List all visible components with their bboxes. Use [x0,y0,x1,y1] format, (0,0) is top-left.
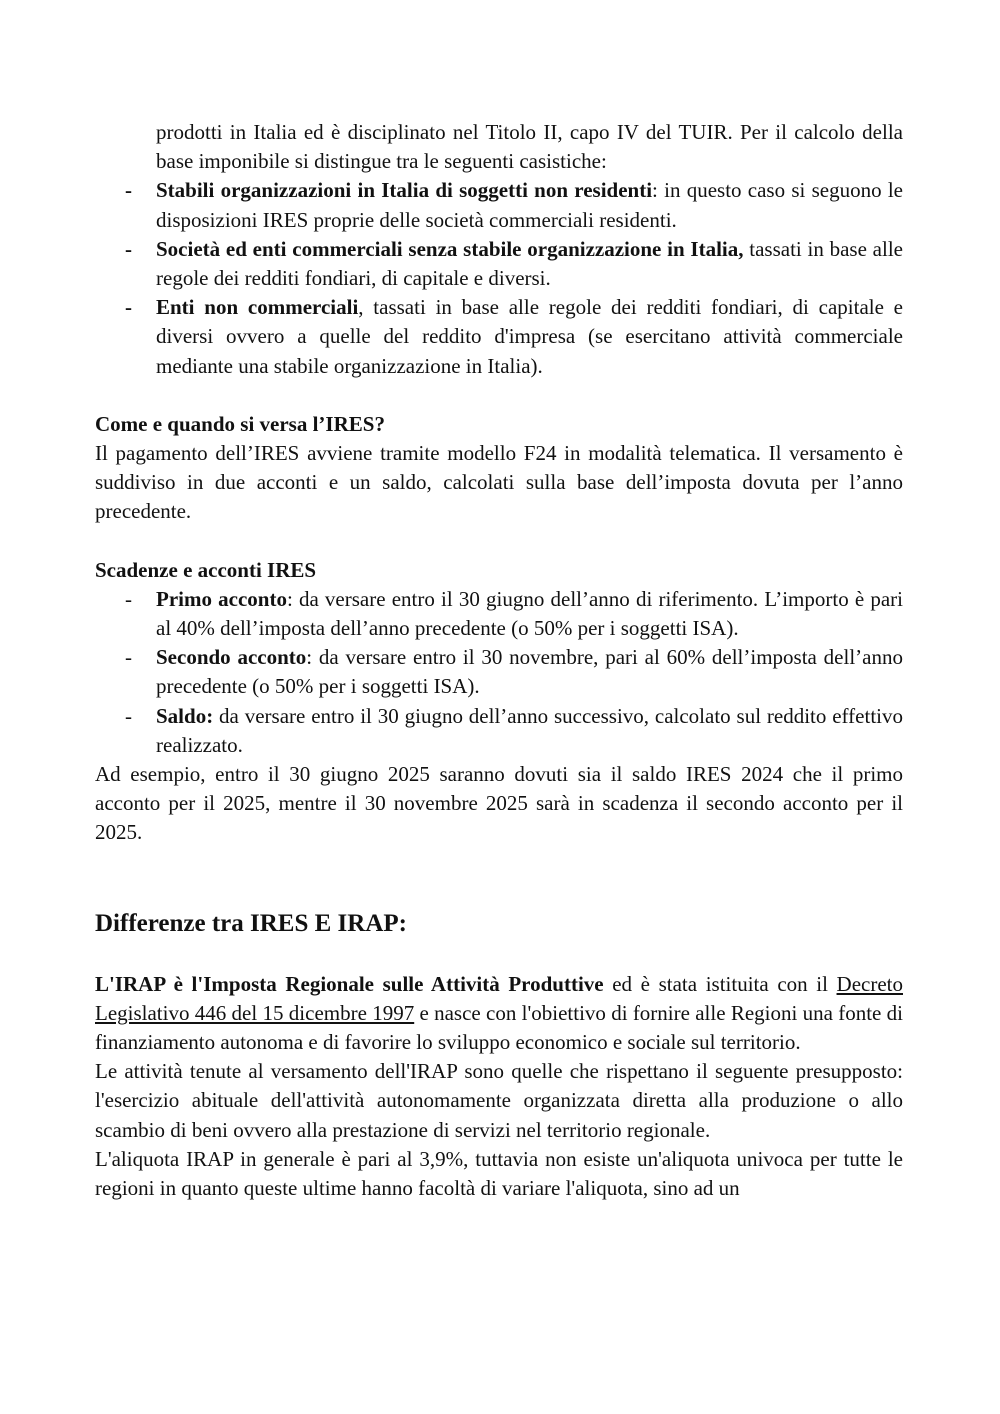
dash-bullet: - [125,645,132,670]
payment-paragraph: Il pagamento dell’IRES avviene tramite modello F24 in modalità telematica. Il versamento è suddiviso in due acconti e un saldo, calcolati sulla base dell’imposta dovuta per l’anno precedente. [95,441,903,524]
list-item [95,293,903,381]
case-text: , tassati in base alle regole dei redditi fondiari, di capitale e diversi ovvero a quelle del reddito d'impresa (se esercitano attività commerciale mediante una stabile organizzazione in Italia). [156,295,904,378]
cases-list [95,176,903,380]
irap-text: ed è stata istituita con il [603,971,837,996]
intro-paragraph: prodotti in Italia ed è disciplinato nel Titolo II, capo IV del TUIR. Per il calcolo della base imponibile si distingue tra le seguenti casistiche: [156,120,903,174]
dash-bullet: - [125,586,132,611]
deadlines-heading: Scadenze e acconti IRES [95,557,317,582]
deadlines-list [95,585,903,760]
decree-link[interactable]: Decreto Legislativo 446 del 15 dicembre 1997 [95,971,903,1025]
case-text: : in questo caso si seguono le disposizioni IRES proprie delle società commerciali residenti. [156,178,903,232]
dash-bullet: - [125,178,132,203]
dash-bullet: - [125,236,132,261]
irap-rate-paragraph: L'aliquota IRAP in generale è pari al 3,9%, tuttavia non esiste un'aliquota univoca per tutte le regioni in quanto queste ultime hanno facoltà di variare l'aliquota, sino ad un [95,1146,903,1201]
case-title: Stabili organizzazioni in Italia di soggetti non residenti [156,178,653,203]
irap-definition-paragraph [95,970,903,1058]
list-item [95,585,903,643]
deadline-title: Secondo acconto [156,645,307,670]
case-text: tassati in base alle regole dei redditi fondiari, di capitale e diversi. [156,236,903,291]
list-item [95,176,903,234]
example-paragraph: Ad esempio, entro il 30 giugno 2025 saranno dovuti sia il saldo IRES 2024 che il primo acconto per il 2025, mentre il 30 novembre 2025 sarà in scadenza il secondo acconto per il 2025. [95,762,903,845]
section-heading: Differenze tra IRES E IRAP: [95,909,407,937]
payment-heading: Come e quando si versa l’IRES? [95,411,385,436]
deadline-text: : da versare entro il 30 giugno dell’anno di riferimento. L’importo è pari al 40% dell’imposta dell’anno precedente (o 50% per i soggetti ISA). [156,586,903,641]
case-title: Enti non commerciali [156,295,359,320]
irap-definition-bold: L'IRAP è l'Imposta Regionale sulle Attività Produttive [95,971,604,996]
deadline-text: : da versare entro il 30 novembre, pari al 60% dell’imposta dell’anno precedente (o 50% per i soggetti ISA). [156,645,903,699]
list-item [95,702,903,760]
dash-bullet: - [125,295,132,320]
deadline-title: Primo acconto [156,586,287,611]
list-item [95,643,903,701]
deadline-title: Saldo: [156,703,214,728]
list-item [95,235,903,293]
case-title: Società ed enti commerciali senza stabile organizzazione in Italia, [156,236,744,261]
dash-bullet: - [125,703,132,728]
irap-text: e nasce con l'obiettivo di fornire alle Regioni una fonte di finanziamento autonoma e di favorire lo sviluppo economico e sociale sul territorio. [95,1000,903,1055]
deadline-text: da versare entro il 30 giugno dell’anno successivo, calcolato sul reddito effettivo realizzato. [156,703,903,757]
irap-activities-paragraph: Le attività tenute al versamento dell'IRAP sono quelle che rispettano il seguente presupposto: l'esercizio abituale dell'attività autonomamente organizzata diretta alla produzione o allo scambio di beni ovvero alla prestazione di servizi nel territorio regionale. [95,1059,903,1142]
page-content [95,118,903,1203]
